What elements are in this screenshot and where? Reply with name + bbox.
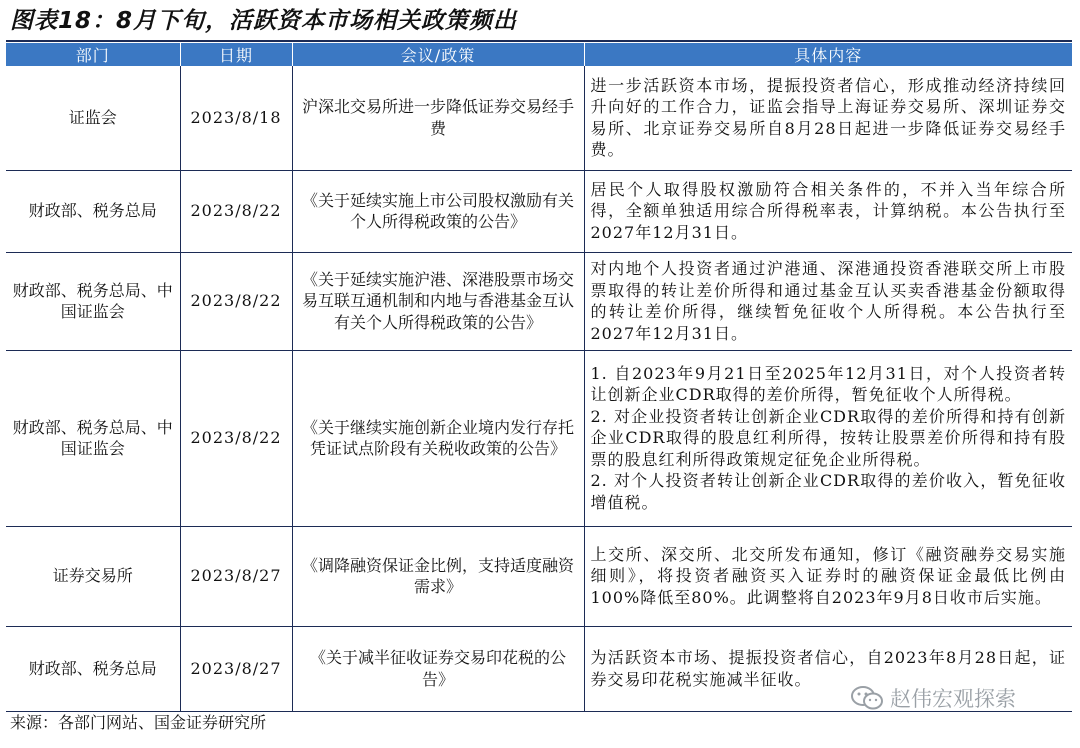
table-row — [6, 66, 1072, 170]
dept-cell: 证券交易所 — [6, 526, 180, 626]
table-row — [6, 526, 1072, 626]
dept-cell: 财政部、税务总局 — [6, 626, 180, 711]
dept-cell: 财政部、税务总局、中国证监会 — [6, 252, 180, 350]
dept-cell: 证监会 — [6, 66, 180, 170]
policy-cell: 《关于延续实施沪港、深港股票市场交易互联互通机制和内地与香港基金互认有关个人所得税政策的公告》 — [292, 252, 584, 350]
date-cell: 2023/8/18 — [180, 66, 292, 170]
policy-table — [6, 43, 1072, 712]
dept-cell: 财政部、税务总局、中国证监会 — [6, 350, 180, 526]
policy-cell: 《调降融资保证金比例，支持适度融资需求》 — [292, 526, 584, 626]
detail-item: 1. 自2023年9月21日至2025年12月31日，对个人投资者转让创新企业CDR取得的差价所得，暂免征收个人所得税。 — [590, 363, 1066, 405]
watermark — [850, 684, 1016, 712]
header-detail: 具体内容 — [584, 43, 1072, 66]
watermark-text: 赵伟宏观探索 — [890, 687, 1016, 711]
policy-cell: 《关于减半征收证券交易印花税的公告》 — [292, 626, 584, 711]
header-policy: 会议/政策 — [292, 43, 584, 66]
wechat-icon — [850, 685, 884, 711]
header-dept: 部门 — [6, 43, 180, 66]
detail-item: 2. 对企业投资者转让创新企业CDR取得的差价所得和持有创新企业CDR取得的股息红利所得，按转让股票差价所得和持有股票的股息红利所得政策规定征免企业所得税。 — [590, 406, 1066, 469]
detail-cell: 居民个人取得股权激励符合相关条件的，不并入当年综合所得，全额单独适用综合所得税率表，计算纳税。本公告执行至2027年12月31日。 — [584, 170, 1072, 252]
detail-cell: 上交所、深交所、北交所发布通知，修订《融资融券交易实施细则》，将投资者融资买入证券时的融资保证金最低比例由100%降低至80%。此调整将自2023年9月8日收市后实施。 — [584, 526, 1072, 626]
detail-cell — [584, 350, 1072, 526]
policy-cell: 《关于继续实施创新企业境内发行存托凭证试点阶段有关税收政策的公告》 — [292, 350, 584, 526]
table-row — [6, 252, 1072, 350]
date-cell: 2023/8/27 — [180, 526, 292, 626]
detail-cell: 进一步活跃资本市场，提振投资者信心，形成推动经济持续回升向好的工作合力，证监会指导上海证券交易所、深圳证券交易所、北京证券交易所自8月28日起进一步降低证券交易经手费。 — [584, 66, 1072, 170]
detail-cell: 对内地个人投资者通过沪港通、深港通投资香港联交所上市股票取得的转让差价所得和通过基金互认买卖香港基金份额取得的转让差价所得，继续暂免征收个人所得税。本公告执行至2027年12月31日。 — [584, 252, 1072, 350]
header-date: 日期 — [180, 43, 292, 66]
dept-cell: 财政部、税务总局 — [6, 170, 180, 252]
policy-cell: 《关于延续实施上市公司股权激励有关个人所得税政策的公告》 — [292, 170, 584, 252]
detail-item: 2. 对个人投资者转让创新企业CDR取得的差价收入，暂免征收增值税。 — [590, 471, 1066, 512]
date-cell: 2023/8/22 — [180, 350, 292, 526]
title-rule — [6, 40, 1072, 42]
date-cell: 2023/8/22 — [180, 170, 292, 252]
table-row — [6, 350, 1072, 526]
figure-title: 图表18：8月下旬，活跃资本市场相关政策频出 — [10, 8, 518, 34]
source-note: 来源：各部门网站、国金证券研究所 — [10, 713, 267, 732]
date-cell: 2023/8/27 — [180, 626, 292, 711]
date-cell: 2023/8/22 — [180, 252, 292, 350]
detail-cell: 为活跃资本市场、提振投资者信心，自2023年8月28日起，证券交易印花税实施减半征收。 — [584, 626, 1072, 711]
table-row — [6, 170, 1072, 252]
table-header-row — [6, 43, 1072, 66]
policy-cell: 沪深北交易所进一步降低证券交易经手费 — [292, 66, 584, 170]
